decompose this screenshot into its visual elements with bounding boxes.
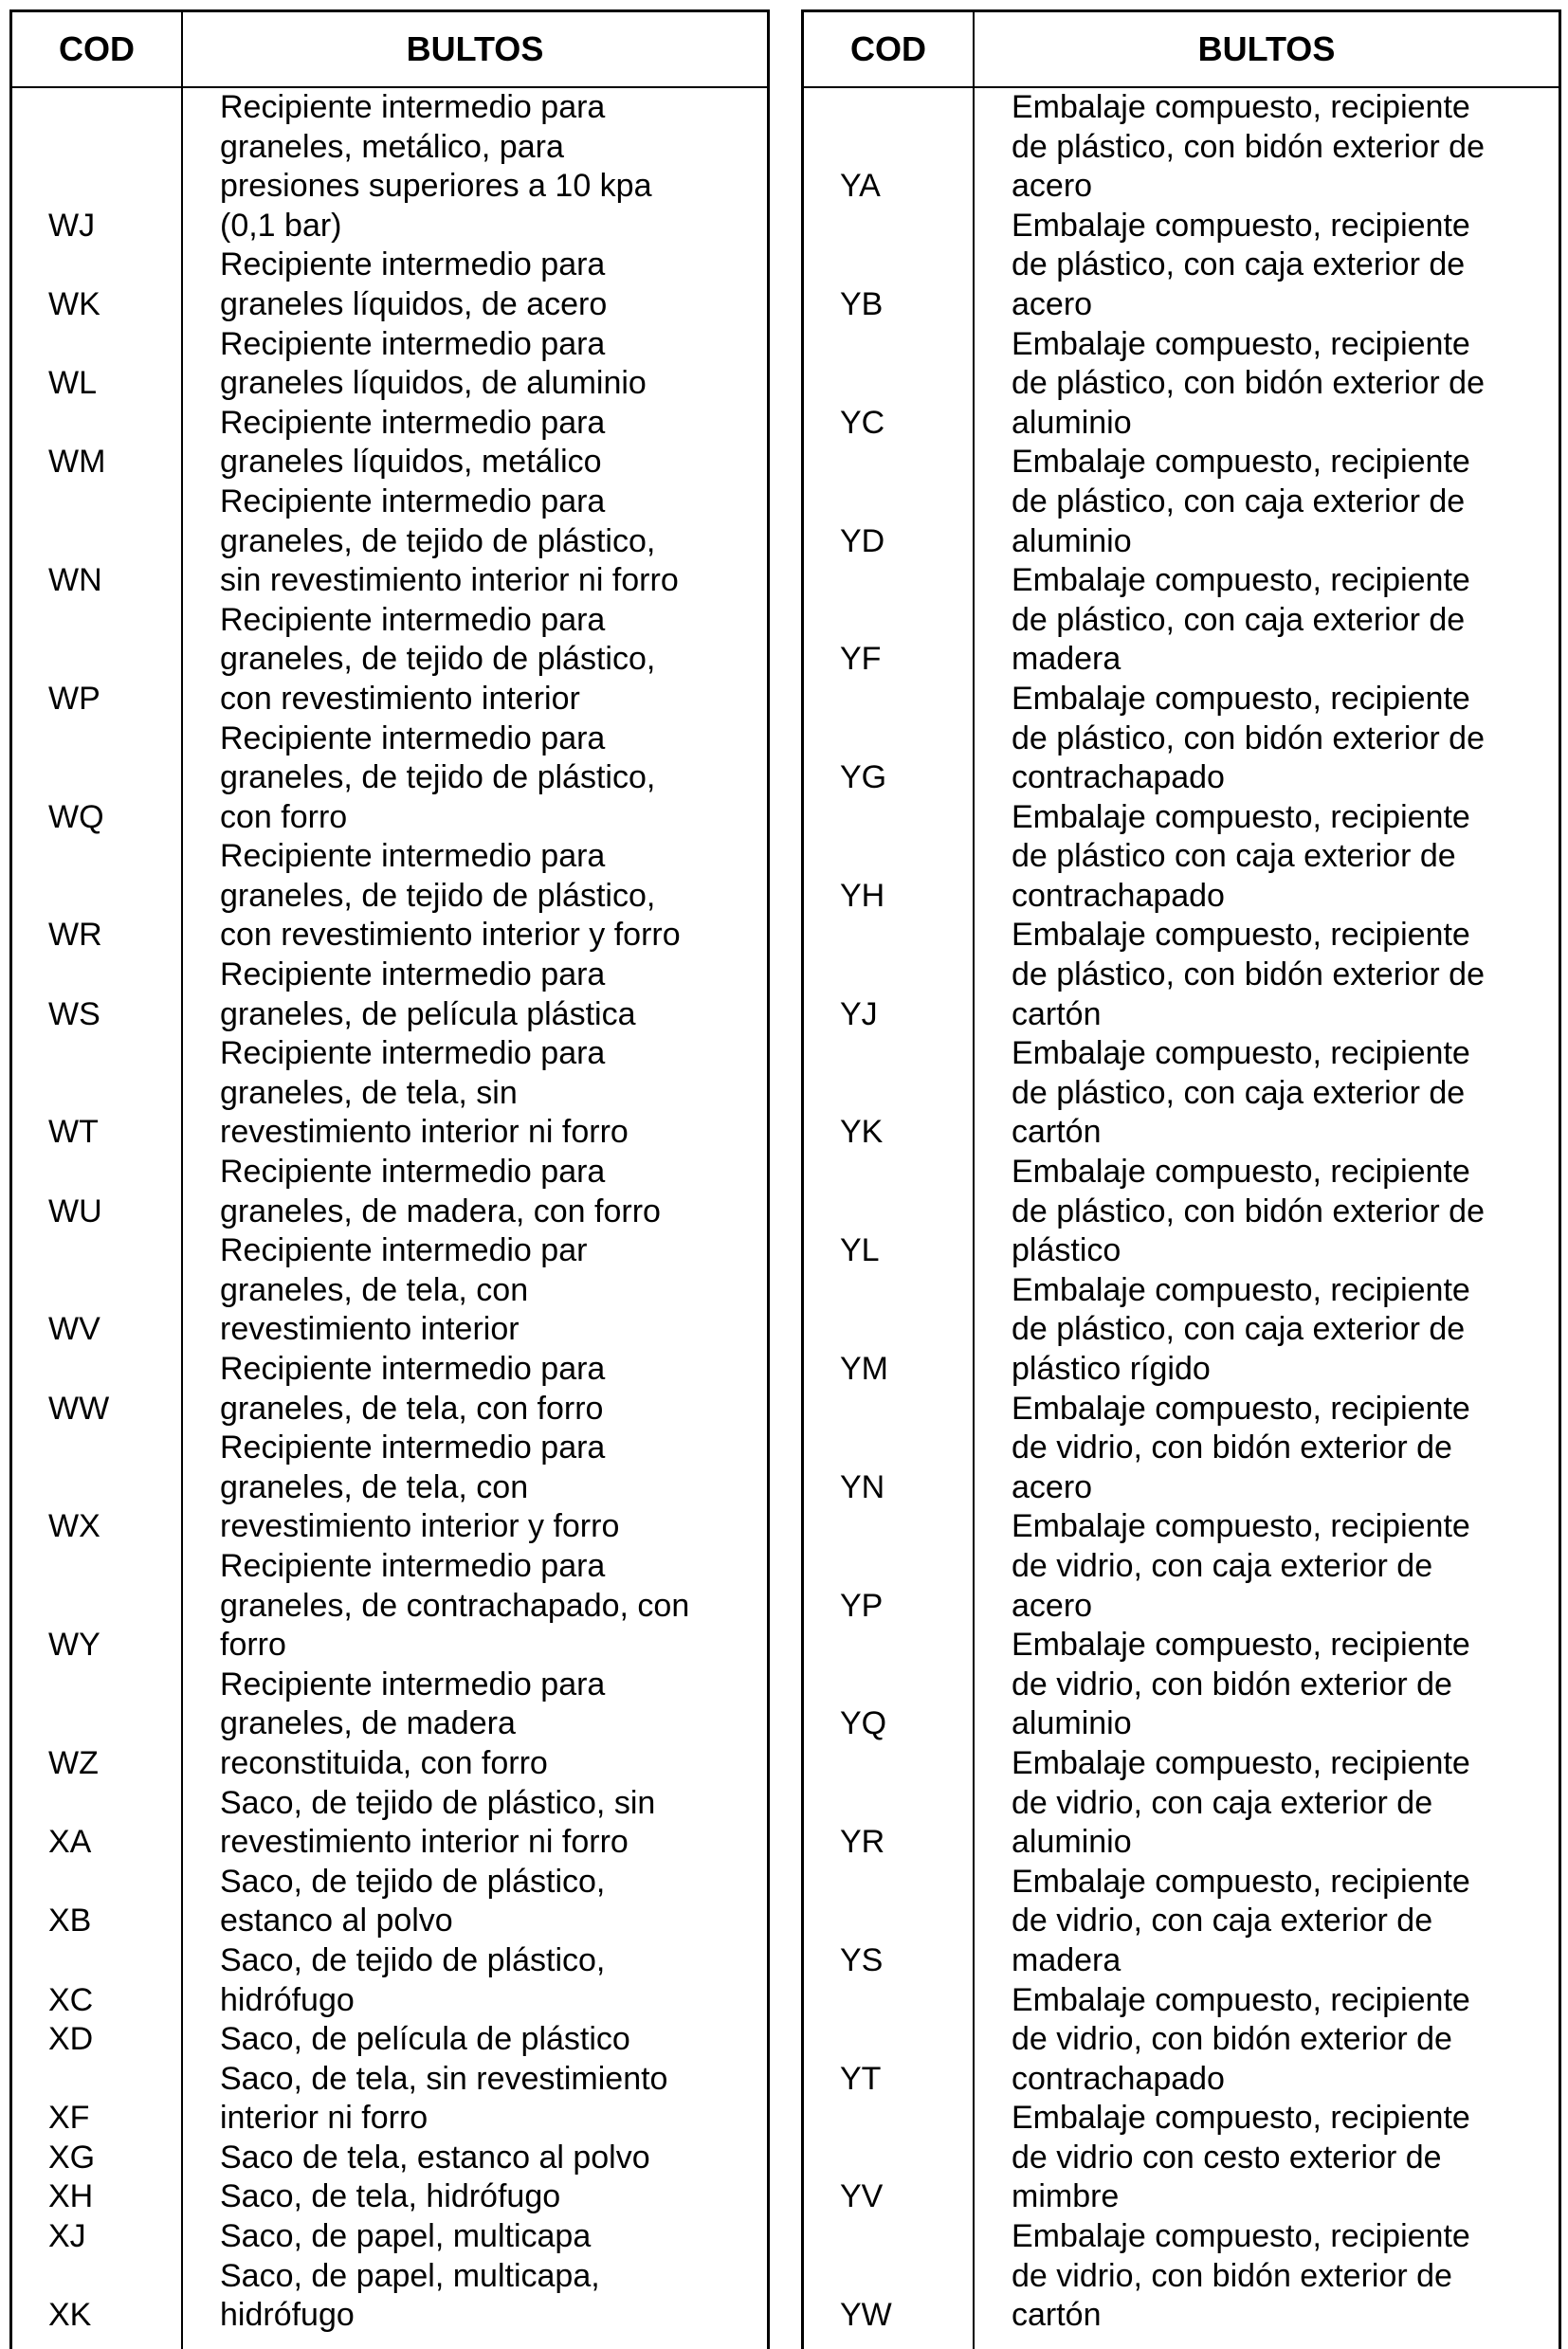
row-description: Embalaje compuesto, recipiente de plástico, con bidón exterior de acero	[1012, 89, 1485, 205]
header-bultos: BULTOS	[1197, 29, 1336, 68]
table-row	[804, 443, 1559, 561]
table-row	[12, 2217, 767, 2257]
row-code: YF	[840, 641, 882, 678]
row-code: WZ	[48, 1744, 99, 1781]
row-code: YC	[840, 404, 885, 441]
table-row	[804, 1034, 1559, 1153]
row-description: Embalaje compuesto, recipiente de vidrio, con bidón exterior de contrachapado	[1012, 1981, 1470, 2097]
row-description: Embalaje compuesto, recipiente de vidrio, con bidón exterior de aluminio	[1012, 1627, 1470, 1742]
table-row	[804, 207, 1559, 325]
row-description: Recipiente intermedio para graneles, de madera reconstituida, con forro	[220, 1666, 606, 1781]
row-code: YM	[840, 1351, 888, 1387]
table-row	[12, 2177, 767, 2217]
row-description: Embalaje compuesto, recipiente de plástico, con caja exterior de aluminio	[1012, 444, 1470, 559]
table-row	[804, 1507, 1559, 1626]
left-table	[9, 9, 770, 2349]
row-description: Recipiente intermedio para graneles líquidos, metálico	[220, 404, 606, 481]
row-code: XG	[48, 2139, 96, 2176]
row-code: WV	[48, 1311, 100, 1348]
row-code: WN	[48, 562, 102, 599]
table-row	[12, 325, 767, 404]
row-description: Embalaje compuesto, recipiente de plástico, con caja exterior de cartón	[1012, 1035, 1470, 1151]
row-description: Embalaje compuesto, recipiente de plástico, con bidón exterior de plástico	[1012, 1154, 1485, 1269]
row-code: WJ	[48, 207, 96, 244]
row-description: Saco, de papel, multicapa, hidrófugo	[220, 2257, 600, 2334]
row-code: YH	[840, 877, 885, 914]
row-code: YL	[840, 1232, 880, 1269]
row-description: Recipiente intermedio para graneles, de tela, sin revestimiento interior ni forro	[220, 1035, 629, 1151]
table-row	[804, 325, 1559, 444]
row-description: Saco, de tejido de plástico, sin revestimiento interior ni forro	[220, 1784, 656, 1861]
row-description: Recipiente intermedio para graneles, de película plástica	[220, 956, 636, 1032]
row-code: WR	[48, 917, 102, 954]
table-row	[12, 719, 767, 838]
table-row	[12, 404, 767, 483]
row-description: Recipiente intermedio para graneles líquidos, de acero	[220, 246, 608, 322]
row-code: YS	[840, 1941, 884, 1978]
table-body	[804, 88, 1559, 2336]
table-row	[804, 1153, 1559, 1271]
row-description: Recipiente intermedio para graneles, de madera, con forro	[220, 1154, 661, 1229]
row-code: YG	[840, 759, 887, 796]
row-description: Embalaje compuesto, recipiente de plástico, con caja exterior de plástico rígido	[1012, 1271, 1470, 1387]
row-code: XB	[48, 1903, 92, 1939]
table-row	[12, 601, 767, 719]
table-row	[12, 88, 767, 246]
header-cod: COD	[59, 29, 135, 68]
table-row	[12, 1153, 767, 1231]
table-row	[804, 1626, 1559, 1744]
table-header	[804, 12, 1559, 88]
row-code: YB	[840, 285, 884, 322]
row-description: Embalaje compuesto, recipiente de plástico, con bidón exterior de aluminio	[1012, 325, 1485, 441]
row-code: WU	[48, 1193, 102, 1229]
row-description: Recipiente intermedio para graneles líquidos, de aluminio	[220, 325, 647, 402]
row-description: Recipiente intermedio para graneles, metálico, para presiones superiores a 10 kpa (0,1 bar)	[220, 89, 652, 244]
row-description: Saco, de papel, multicapa	[220, 2218, 592, 2255]
row-code: XK	[48, 2297, 92, 2334]
row-code: WM	[48, 444, 106, 481]
row-code: WS	[48, 995, 100, 1032]
table-row	[804, 1863, 1559, 1981]
row-code: YR	[840, 1824, 885, 1861]
table-row	[12, 1666, 767, 1784]
row-code: YT	[840, 2060, 882, 2097]
header-cod: COD	[850, 29, 926, 68]
table-row	[804, 1271, 1559, 1390]
row-code: YQ	[840, 1705, 887, 1742]
row-description: Embalaje compuesto, recipiente de vidrio, con caja exterior de acero	[1012, 1508, 1470, 1624]
table-row	[12, 2020, 767, 2060]
row-code: XF	[48, 2100, 90, 2137]
row-description: Embalaje compuesto, recipiente de vidrio, con caja exterior de aluminio	[1012, 1744, 1470, 1861]
row-code: WW	[48, 1390, 110, 1427]
row-description: Saco de tela, estanco al polvo	[220, 2139, 650, 2176]
table-body	[12, 88, 767, 2336]
table-row	[804, 561, 1559, 680]
row-description: Recipiente intermedio para graneles, de contrachapado, con forro	[220, 1547, 690, 1664]
row-code: YJ	[840, 995, 878, 1032]
row-description: Embalaje compuesto, recipiente de plástico, con caja exterior de madera	[1012, 562, 1470, 678]
table-row	[804, 1390, 1559, 1508]
row-code: XJ	[48, 2218, 86, 2255]
table-row	[804, 2217, 1559, 2336]
row-description: Recipiente intermedio para graneles, de tela, con revestimiento interior y forro	[220, 1429, 620, 1545]
row-code: WP	[48, 680, 100, 717]
right-table	[801, 9, 1561, 2349]
table-row	[12, 2257, 767, 2336]
row-description: Embalaje compuesto, recipiente de plástico con caja exterior de contrachapado	[1012, 798, 1470, 914]
table-row	[804, 916, 1559, 1034]
row-code: YV	[840, 2178, 884, 2215]
row-description: Saco, de tela, hidrófugo	[220, 2178, 561, 2215]
row-code: YN	[840, 1468, 885, 1505]
row-code: XA	[48, 1824, 92, 1861]
row-description: Recipiente intermedio par graneles, de tela, con revestimiento interior	[220, 1232, 588, 1348]
table-row	[12, 1231, 767, 1350]
row-code: XH	[48, 2178, 94, 2215]
row-description: Saco, de tejido de plástico, hidrófugo	[220, 1941, 606, 2018]
table-row	[12, 1034, 767, 1153]
table-row	[12, 1350, 767, 1429]
table-header	[12, 12, 767, 88]
row-code: WX	[48, 1508, 100, 1545]
row-code: WT	[48, 1114, 99, 1151]
row-description: Recipiente intermedio para graneles, de tejido de plástico, con revestimiento interior	[220, 601, 656, 717]
row-code: WY	[48, 1627, 100, 1664]
row-code: WQ	[48, 798, 104, 835]
row-code: YP	[840, 1587, 884, 1624]
row-code: YD	[840, 522, 885, 559]
row-description: Recipiente intermedio para graneles, de tejido de plástico, con revestimiento interior y forro	[220, 838, 681, 954]
row-code: XC	[48, 1981, 94, 2018]
table-row	[12, 1941, 767, 2020]
table-row	[12, 1784, 767, 1863]
row-code: YW	[840, 2297, 892, 2334]
table-row	[804, 2099, 1559, 2217]
row-code: XD	[48, 2021, 94, 2058]
table-row	[12, 483, 767, 601]
row-description: Recipiente intermedio para graneles, de tejido de plástico, con forro	[220, 719, 656, 835]
table-row	[12, 1547, 767, 1666]
row-code: YA	[840, 168, 881, 205]
row-code: YK	[840, 1114, 884, 1151]
row-description: Embalaje compuesto, recipiente de vidrio, con bidón exterior de acero	[1012, 1390, 1470, 1505]
row-code: WL	[48, 365, 97, 402]
row-description: Embalaje compuesto, recipiente de vidrio con cesto exterior de mimbre	[1012, 2100, 1470, 2215]
row-description: Saco, de tela, sin revestimiento interior ni forro	[220, 2060, 668, 2137]
row-description: Embalaje compuesto, recipiente de vidrio, con bidón exterior de cartón	[1012, 2218, 1470, 2334]
row-description: Recipiente intermedio para graneles, de tela, con forro	[220, 1351, 606, 1427]
table-row	[804, 1981, 1559, 2100]
row-description: Embalaje compuesto, recipiente de vidrio, con caja exterior de madera	[1012, 1863, 1470, 1978]
row-description: Embalaje compuesto, recipiente de plástico, con bidón exterior de contrachapado	[1012, 680, 1485, 796]
table-row	[804, 680, 1559, 798]
table-row	[12, 837, 767, 956]
table-row	[804, 798, 1559, 917]
table-row	[804, 1744, 1559, 1863]
row-description: Embalaje compuesto, recipiente de plástico, con caja exterior de acero	[1012, 207, 1470, 322]
row-code: WK	[48, 285, 100, 322]
table-row	[804, 88, 1559, 207]
row-description: Embalaje compuesto, recipiente de plástico, con bidón exterior de cartón	[1012, 917, 1485, 1032]
table-row	[12, 1863, 767, 1941]
row-description: Saco, de película de plástico	[220, 2021, 630, 2058]
table-row	[12, 956, 767, 1034]
header-bultos: BULTOS	[406, 29, 544, 68]
row-description: Recipiente intermedio para graneles, de tejido de plástico, sin revestimiento interior ni forro	[220, 483, 679, 599]
table-row	[12, 1429, 767, 1547]
table-row	[12, 2060, 767, 2139]
table-row	[12, 2139, 767, 2178]
row-description: Saco, de tejido de plástico, estanco al polvo	[220, 1863, 606, 1939]
table-row	[12, 246, 767, 324]
